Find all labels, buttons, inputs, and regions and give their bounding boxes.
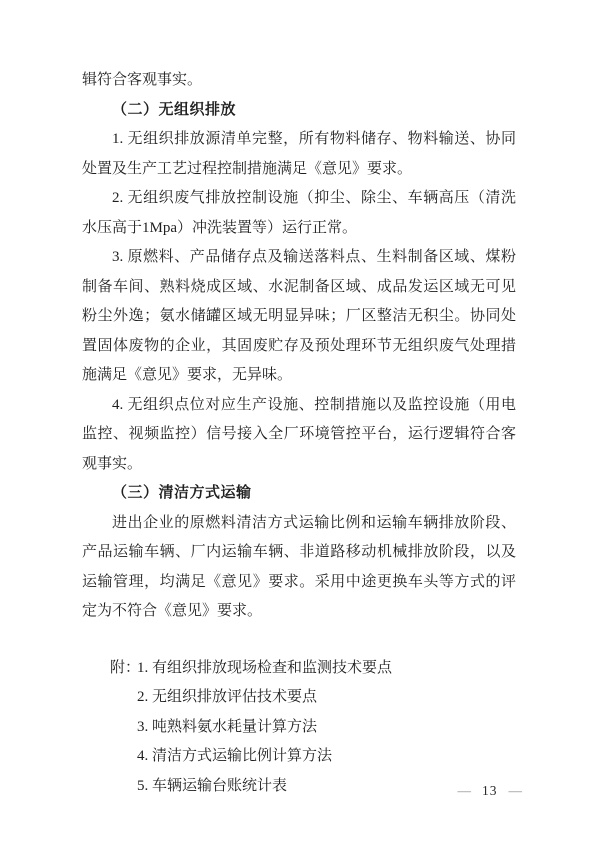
paragraph-fugitive-1: 1. 无组织排放源清单完整，所有物料储存、物料输送、协同处置及生产工艺过程控制措施满足《意见》要求。 bbox=[82, 131, 516, 177]
page-body-text bbox=[82, 66, 516, 801]
section-heading-fugitive-emissions: （二）无组织排放 bbox=[112, 101, 237, 118]
appendix-label: 附： bbox=[110, 659, 141, 676]
paragraph-clean-transport-1: 进出企业的原燃料清洁方式运输比例和运输车辆排放阶段、产品运输车辆、厂内运输车辆、非道路移动机械排放阶段，以及运输管理，均满足《意见》要求。采用中途更换车头等方式的评定为不符合《意见》要求。 bbox=[82, 514, 516, 619]
paragraph-fugitive-3: 3. 原燃料、产品储存点及输送落料点、生料制备区域、煤粉制备车间、熟料烧成区域、水泥制备区域、成品发运区域无可见粉尘外逸；氨水储罐区域无明显异味；厂区整洁无积尘。协同处置固体废物的企业，其固废贮存及预处理环节无组织废气处理措施满足《意见》要求，无异味。 bbox=[82, 249, 516, 383]
appendix-item-1: 1. 有组织排放现场检查和监测技术要点 bbox=[137, 659, 393, 676]
paragraph-fugitive-2: 2. 无组织废气排放控制设施（抑尘、除尘、车辆高压（清洗水压高于1Mpa）冲洗装置等）运行正常。 bbox=[82, 190, 516, 236]
appendix-item-3: 3. 吨熟料氨水耗量计算方法 bbox=[137, 718, 318, 735]
page-number: 13 bbox=[482, 783, 498, 798]
section-heading-clean-transport: （三）清洁方式运输 bbox=[112, 485, 252, 501]
paragraph-fugitive-4: 4. 无组织点位对应生产设施、控制措施以及监控设施（用电监控、视频监控）信号接入全厂环境管控平台，运行逻辑符合客观事实。 bbox=[82, 396, 516, 472]
page-footer bbox=[458, 782, 523, 800]
appendix-item-5: 5. 车辆运输台账统计表 bbox=[137, 777, 288, 794]
appendix-block bbox=[82, 654, 516, 802]
footer-dash-right: — bbox=[508, 783, 522, 798]
footer-dash-left: — bbox=[457, 783, 471, 798]
continuation-line: 辑符合客观事实。 bbox=[82, 72, 203, 88]
appendix-item-4: 4. 清洁方式运输比例计算方法 bbox=[137, 748, 333, 764]
appendix-item-2: 2. 无组织排放评估技术要点 bbox=[137, 689, 318, 705]
